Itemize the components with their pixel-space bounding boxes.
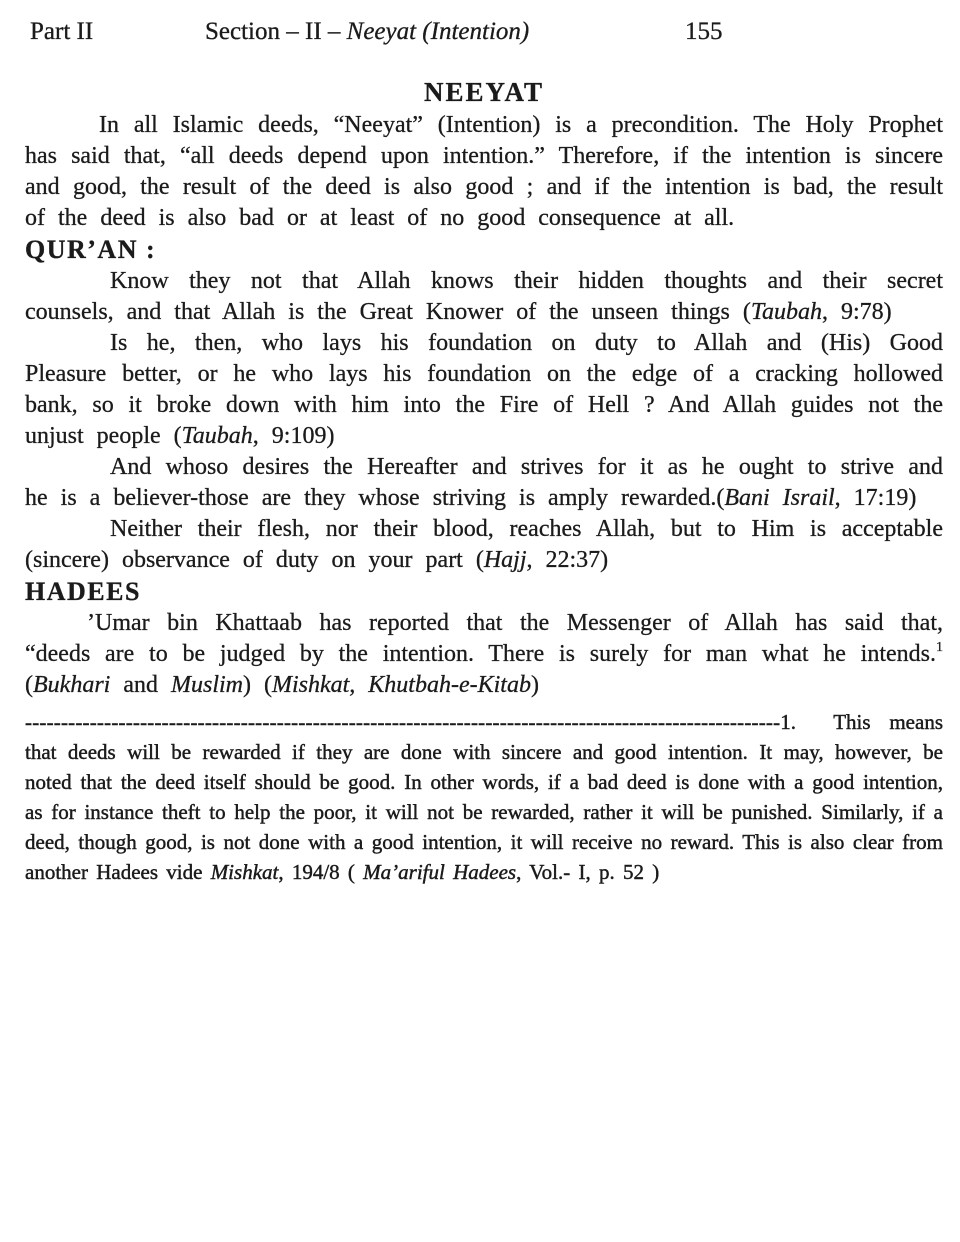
intro-paragraph: In all Islamic deeds, “Neeyat” (Intention) is a precondition. The Holy Prophet has said that, “all deeds depend upon intention.” Therefore, if the intention is sincere and good, the result of the deed is also good ; and if the intention is bad, the result of the deed is also bad or at least of no good consequence at all. <box>25 112 943 231</box>
footnote-separator: --------------------------------------------------------------------------------------------------------- <box>25 710 781 734</box>
hadees-heading: HADEES <box>25 577 141 606</box>
quran-verse-2: Is he, then, who lays his foundation on duty to Allah and (His) Good Pleasure better, or he who lays his foundation on the edge of a cracking hollowed bank, so it broke down with him into the Fire of Hell ? And Allah guides not the unjust people (Taubah, 9:109) <box>25 330 943 449</box>
footnote <box>25 707 943 887</box>
hadees-paragraph: ’Umar bin Khattaab has reported that the Messenger of Allah has said that, “deeds are to be judged by the intention. There is surely for man what he intends.$^1$ (Bukhari and Muslim) (Mishkat, Khutbah-e-Kitab) <box>25 610 943 698</box>
quran-heading: QUR’AN : <box>25 235 157 264</box>
header-section-title: Section – II – Neeyat (Intention) <box>205 18 530 45</box>
quran-verse-3: And whoso desires the Hereafter and strives for it as he ought to strive and he is a believer-those are they whose striving is amply rewarded.(Bani Israil, 17:19) <box>25 454 943 511</box>
quran-verse-4: Neither their flesh, nor their blood, reaches Allah, but to Him is acceptable (sincere) observance of duty on your part (Hajj, 22:37) <box>25 516 943 573</box>
quran-verse-1: Know they not that Allah knows their hidden thoughts and their secret counsels, and that Allah is the Great Knower of the unseen things (Taubah, 9:78) <box>25 268 943 325</box>
header-page-number: 155 <box>685 18 723 45</box>
footnote-text <box>25 707 943 887</box>
page-title: NEEYAT <box>423 77 545 107</box>
footnote-body: 1. This means that deeds will be rewarded if they are done with sincere and good intention. It may, however, be noted that the deed itself should be good. In other words, if a bad deed is done with a good intention, as for instance theft to help the poor, it will not be rewarded, rather it will be punished. Similarly, if a deed, though good, is not done with a good intention, it will receive no reward. This is also clear from another Hadees vide Mishkat, 194/8 ( Ma’ariful Hadees, Vol.- I, p. 52 ) <box>25 710 943 884</box>
header-part-label: Part II <box>30 18 94 45</box>
page-header <box>25 16 943 47</box>
